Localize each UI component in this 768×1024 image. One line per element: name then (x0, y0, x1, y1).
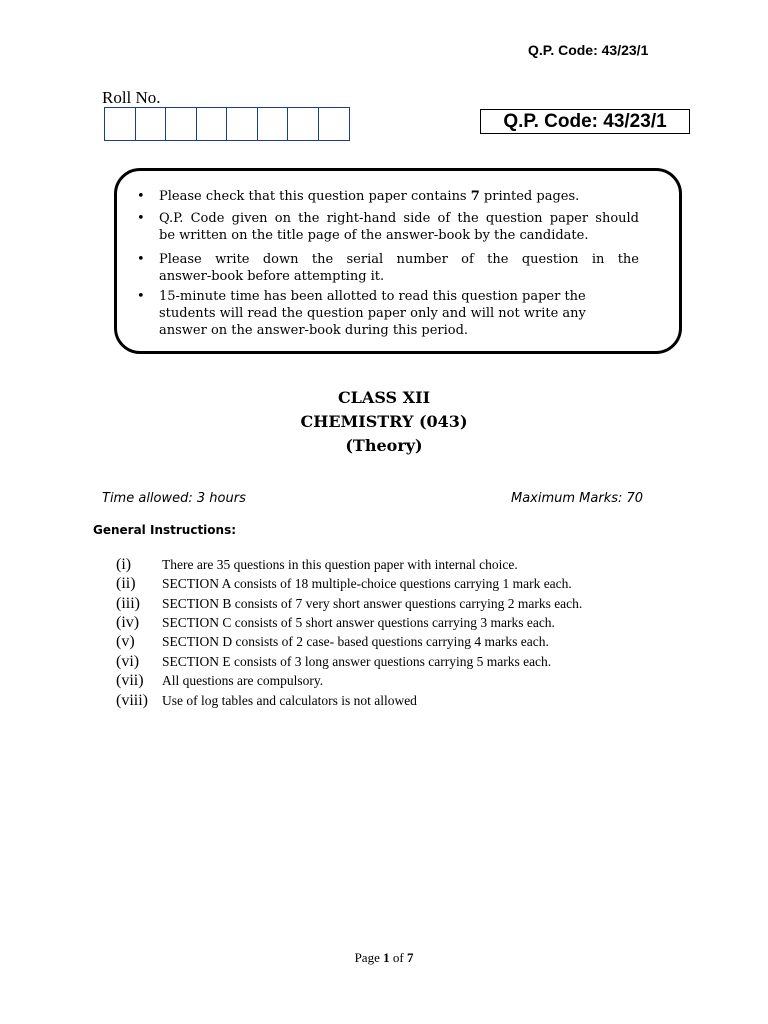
instruction-text: SECTION B consists of 7 very short answer questions carrying 2 marks each. (162, 596, 583, 611)
instruction-text: All questions are compulsory. (162, 673, 324, 688)
notice-box (114, 168, 682, 354)
instruction-item (116, 633, 549, 651)
maximum-marks: Maximum Marks: 70 (511, 491, 644, 506)
roll-no-box (319, 108, 350, 140)
instruction-item (116, 692, 417, 710)
notice-text: printed pages. (479, 189, 580, 204)
roll-no-box (105, 108, 136, 140)
qp-code-box: Q.P. Code: 43/23/1 (480, 109, 690, 134)
general-instructions-heading: General Instructions: (93, 523, 237, 537)
notice-item (137, 251, 639, 285)
notice-text: students will read the question paper only and will not write any (159, 306, 586, 321)
roll-no-box (197, 108, 228, 140)
roll-no-label: Roll No. (102, 88, 161, 107)
notice-text: Please check that this question paper contains (159, 189, 471, 204)
instruction-item (116, 595, 582, 613)
instruction-item (116, 575, 572, 593)
notice-text: answer on the answer-book during this period. (159, 323, 469, 338)
notice-item (137, 288, 639, 339)
qp-code-header: Q.P. Code: 43/23/1 (528, 42, 649, 58)
notice-item (137, 188, 639, 205)
instruction-item (116, 672, 323, 690)
page-total: 7 (406, 950, 414, 965)
class-title: CLASS XII (337, 388, 431, 407)
bullet-icon: • (137, 211, 145, 226)
bullet-icon: • (137, 252, 145, 267)
notice-text: 15-minute time has been allotted to read this question paper the (159, 289, 586, 304)
notice-text: answer-book before attempting it. (159, 269, 385, 284)
roll-no-box (166, 108, 197, 140)
roll-no-box (227, 108, 258, 140)
page-word: Page (354, 950, 380, 965)
time-allowed: Time allowed: 3 hours (102, 491, 246, 506)
of-word: of (392, 950, 404, 965)
instruction-number: (ii) (116, 575, 136, 592)
instruction-text: There are 35 questions in this question paper with internal choice. (162, 557, 518, 572)
instruction-number: (viii) (116, 692, 148, 709)
page-current: 1 (383, 950, 390, 965)
instruction-number: (vi) (116, 653, 140, 670)
roll-no-box (288, 108, 319, 140)
instruction-number: (iii) (116, 595, 140, 612)
instruction-text: SECTION C consists of 5 short answer questions carrying 3 marks each. (162, 615, 555, 630)
instruction-item (116, 614, 555, 632)
instruction-text: SECTION D consists of 2 case- based questions carrying 4 marks each. (162, 634, 549, 649)
instruction-number: (v) (116, 633, 135, 650)
instruction-item (116, 653, 551, 671)
instruction-item (116, 556, 518, 574)
subject-title: CHEMISTRY (043) (300, 412, 468, 431)
instruction-text: SECTION E consists of 3 long answer questions carrying 5 marks each. (162, 654, 552, 669)
notice-item (137, 210, 639, 244)
notice-text: Q.P. Code given on the right-hand side of the question paper should (159, 211, 639, 226)
roll-no-box (136, 108, 167, 140)
bullet-icon: • (137, 289, 145, 304)
page-footer (0, 950, 768, 966)
notice-text: be written on the title page of the answer-book by the candidate. (159, 228, 589, 243)
notice-text: Please write down the serial number of the question in the (159, 252, 639, 267)
instruction-text: Use of log tables and calculators is not allowed (162, 693, 417, 708)
instruction-number: (vii) (116, 672, 144, 689)
page-count: 7 (470, 189, 480, 204)
roll-no-boxes (104, 107, 350, 141)
instruction-number: (i) (116, 556, 132, 573)
roll-no-box (258, 108, 289, 140)
paper-type-title: (Theory) (345, 436, 423, 455)
instruction-text: SECTION A consists of 18 multiple-choice questions carrying 1 mark each. (162, 576, 572, 591)
bullet-icon: • (137, 189, 145, 204)
instruction-number: (iv) (116, 614, 140, 631)
